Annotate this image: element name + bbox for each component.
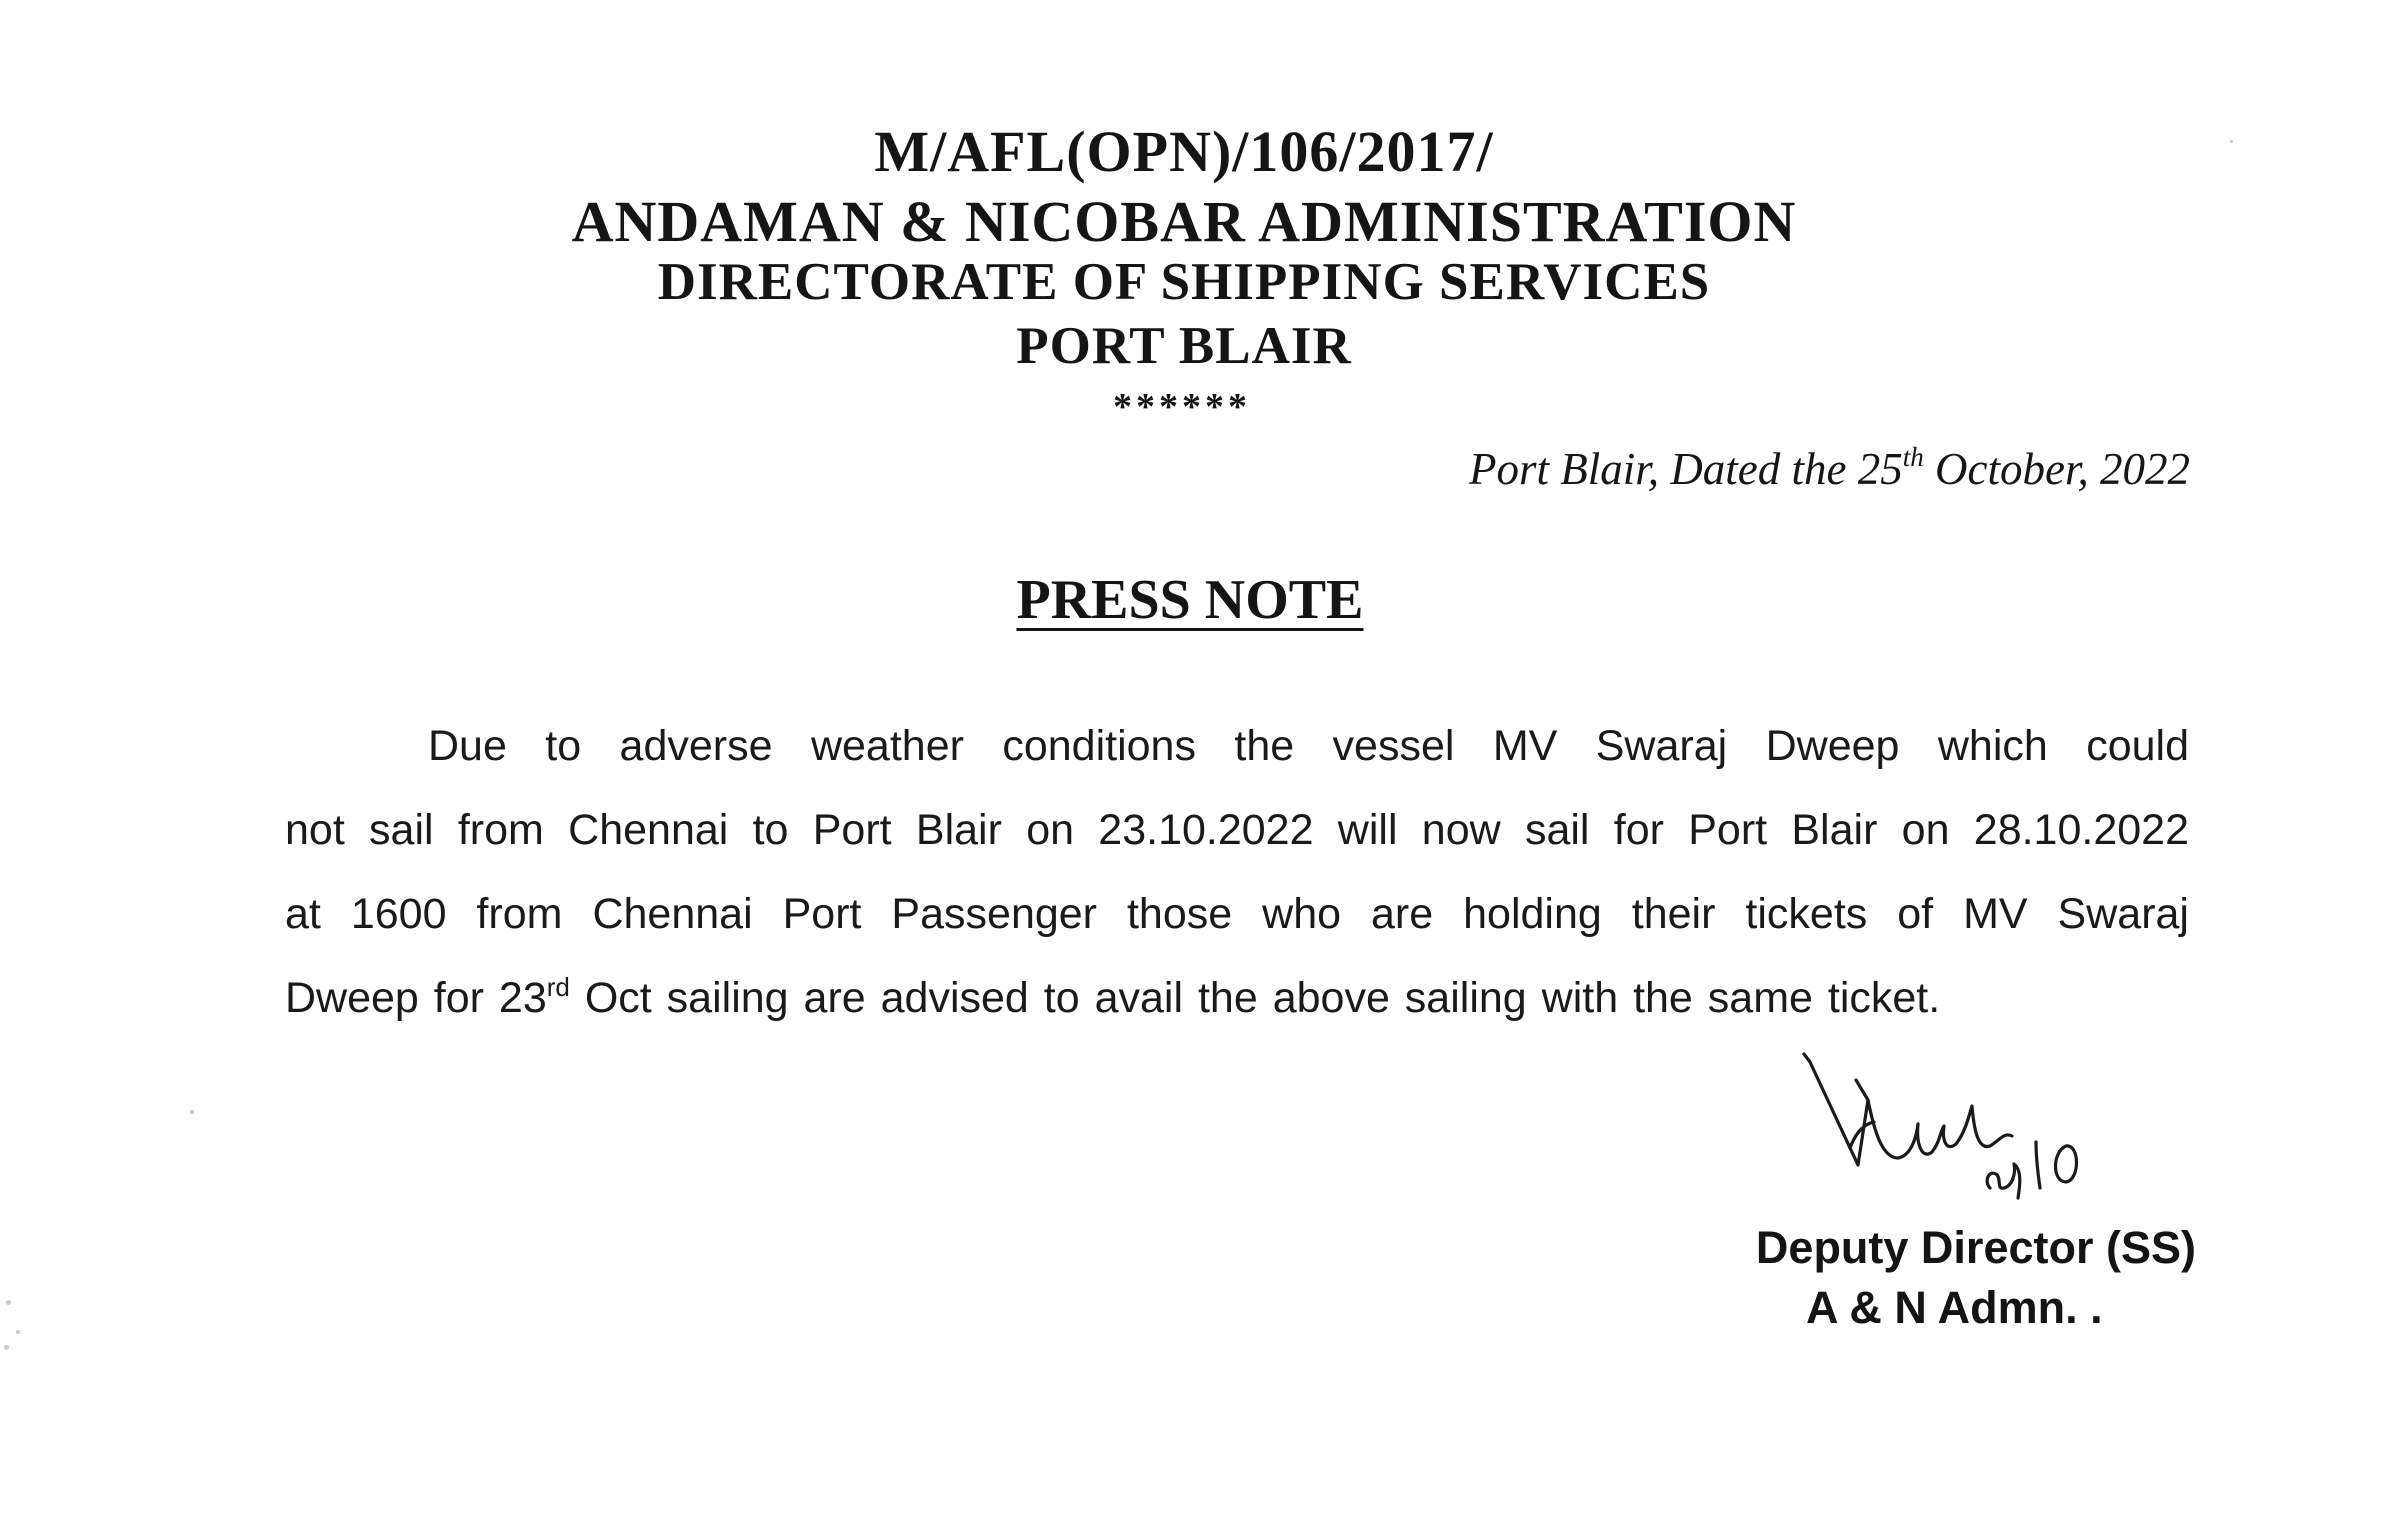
scan-speck [16,1330,20,1334]
scan-speck [2230,140,2233,143]
reference-number: M/AFL(OPN)/106/2017/ [874,119,1494,184]
dateline-suffix: October, 2022 [1923,444,2190,494]
handwritten-signature [1790,1040,2150,1230]
body-line-1: Due to adverse weather conditions the vessel MV Swaraj Dweep which could [428,722,2189,770]
scan-speck [4,1345,9,1350]
body-line-4 [285,974,1940,1023]
dateline-prefix: Port Blair, Dated the 25 [1469,444,1903,494]
body-line-4-ordinal: rd [546,972,570,1002]
signatory-designation: Deputy Director (SS) [1755,1222,2196,1273]
scan-speck [190,1110,194,1114]
administration-name: ANDAMAN & NICOBAR ADMINISTRATION [571,189,1797,254]
header-separator: ****** [1113,386,1251,428]
scan-speck [6,1300,11,1305]
document-title [0,568,2388,632]
title-text: PRESS NOTE [1016,569,1364,631]
body-line-4-suffix: Oct sailing are advised to avail the above sailing with the same ticket. [569,974,1941,1022]
signatory-office: A & N Admn. . [1806,1282,2103,1333]
dateline [1469,443,2190,495]
directorate-name: DIRECTORATE OF SHIPPING SERVICES [657,253,1711,311]
body-line-4-prefix: Dweep for 23 [285,974,547,1022]
body-line-3: at 1600 from Chennai Port Passenger those who are holding their tickets of MV Swaraj [285,890,2189,938]
city-name: PORT BLAIR [1016,317,1352,375]
body-line-2: not sail from Chennai to Port Blair on 23.10.2022 will now sail for Port Blair on 28.10.2022 [285,806,2189,854]
dateline-day-suffix: th [1902,442,1924,472]
